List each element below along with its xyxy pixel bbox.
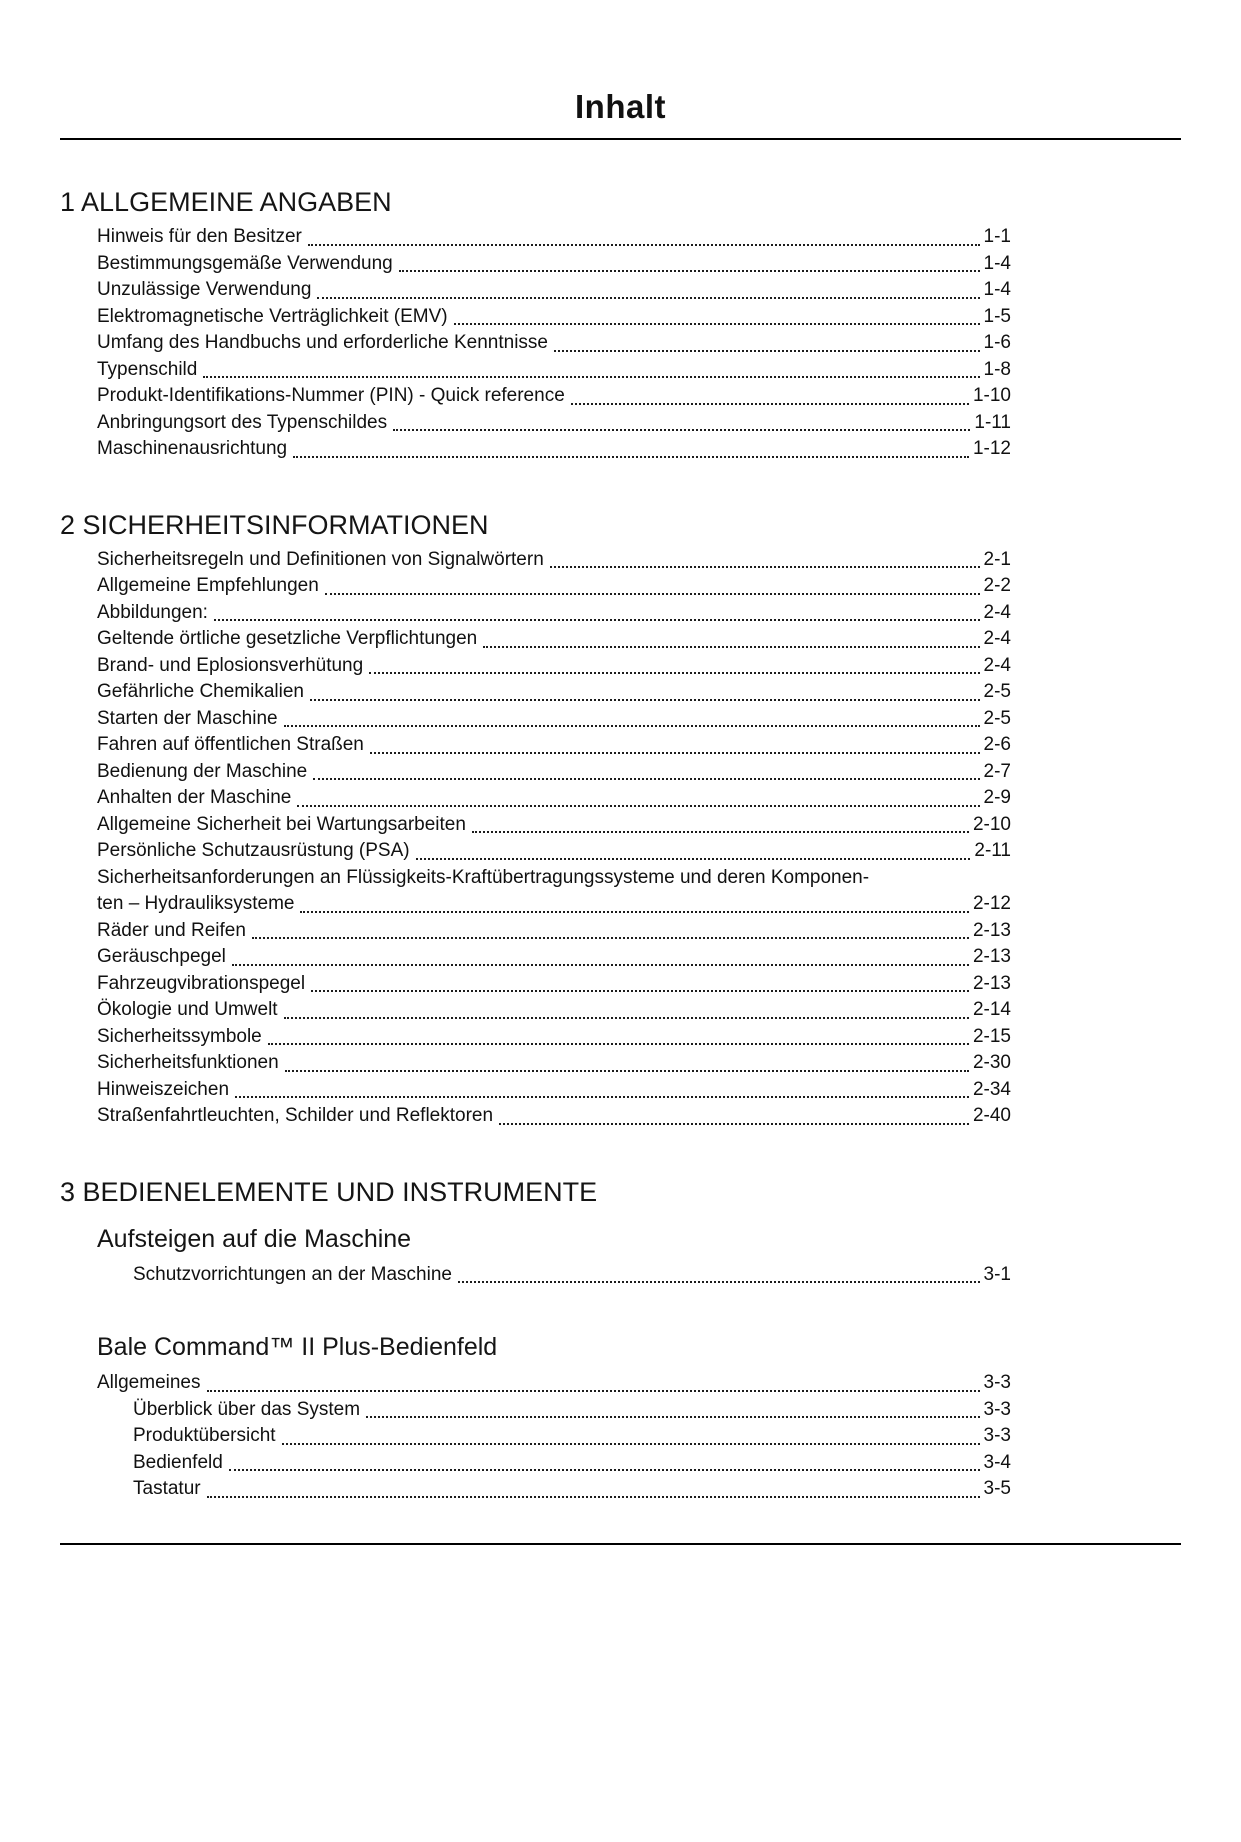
dot-leader [483,646,979,648]
toc-entry-page: 3-4 [983,1451,1011,1473]
toc-entry [97,436,1011,463]
toc-entry [97,383,1011,410]
dot-leader [284,725,980,727]
dot-leader [454,323,980,325]
dot-leader [325,593,980,595]
dot-leader [207,1496,980,1498]
dot-leader [297,805,979,807]
toc-entry [97,918,1011,945]
toc-entry-label: Maschinenausrichtung [97,438,288,459]
toc-entry-page: 1-1 [983,226,1011,247]
dot-leader [317,297,979,299]
dot-leader [393,429,970,431]
toc-entry-page: 2-5 [983,681,1011,702]
section-heading: 1 ALLGEMEINE ANGABEN [60,187,392,217]
dot-leader [252,937,969,939]
dot-leader [268,1043,969,1045]
dot-leader [554,350,980,352]
toc-entry-label: Geltende örtliche gesetzliche Verpflichtungen [97,628,478,649]
toc-entry-page: 2-14 [972,999,1011,1020]
toc-entry-page: 2-7 [983,760,1011,782]
toc-entry [97,812,1011,839]
toc-entry-label: Elektromagnetische Verträglichkeit (EMV) [97,305,448,327]
subsection-title: Bale Command™ II Plus-Bedienfeld [97,1333,498,1361]
toc-entry-page: 3-5 [983,1478,1011,1499]
toc-entry-label: Bedienfeld [133,1451,223,1473]
dot-leader [308,244,980,246]
toc-entry-label: Brand- und Eplosionsverhütung [97,654,364,676]
toc-entry-page: 1-8 [983,358,1011,380]
toc-entry-label: Hinweiszeichen [97,1078,230,1100]
toc-entry-page: 2-11 [974,840,1011,861]
toc-entry-page: 2-9 [983,787,1011,808]
toc-entry-page: 2-1 [983,548,1011,570]
toc-entry-label: Allgemeine Sicherheit bei Wartungsarbeiten [97,813,466,835]
toc-entry-label: Allgemeines [97,1372,201,1393]
toc-body [60,186,1181,1503]
toc-entry [133,1423,1011,1450]
toc-entry-label: Räder und Reifen [97,919,246,941]
dot-leader [313,778,979,780]
dot-leader [311,990,969,992]
toc-entry-page: 1-11 [974,411,1011,433]
toc-entry-label: Produktübersicht [133,1425,276,1446]
toc-section [60,1176,1011,1503]
dot-leader [293,456,969,458]
toc-entry-label: Fahrzeugvibrationspegel [97,972,306,994]
dot-leader [207,1390,980,1392]
dot-leader [571,403,969,405]
toc-entry-page: 2-12 [972,893,1011,914]
toc-entry-label: Bestimmungsgemäße Verwendung [97,252,393,274]
toc-entry-page: 1-10 [972,385,1011,406]
toc-entry [97,600,1011,627]
dot-leader [232,964,969,966]
toc-section [60,509,1011,1130]
footer-rule [60,1543,1181,1545]
toc-entry [97,732,1011,759]
toc-entry-label: Fahren auf öffentlichen Straßen [97,734,364,755]
dot-leader [369,672,979,674]
toc-entry-page: 2-4 [983,601,1011,623]
toc-entry [97,997,1011,1024]
toc-entry-label: Anhalten der Maschine [97,787,292,808]
toc-entry-page: 3-3 [983,1372,1011,1393]
toc-entry-label: Straßenfahrtleuchten, Schilder und Reflektoren [97,1105,494,1126]
dot-leader [399,270,980,272]
toc-entry-label: Typenschild [97,358,198,380]
subsection-title: Aufsteigen auf die Maschine [97,1224,412,1253]
toc-entry-page: 2-13 [972,972,1011,994]
toc-entry-page: 3-3 [983,1398,1011,1420]
toc-section [60,186,1011,463]
toc-entry-page: 2-4 [983,654,1011,676]
dot-leader [499,1123,969,1125]
toc-entry-page: 3-1 [983,1263,1011,1285]
toc-entry [97,785,1011,812]
dot-leader [458,1281,980,1283]
toc-entry-label: Überblick über das System [133,1398,361,1420]
toc-entry-page: 2-15 [972,1025,1011,1047]
toc-entry-label: Abbildungen: [97,601,208,623]
toc-entry-page: 1-4 [983,279,1011,300]
toc-entry-label: Schutzvorrichtungen an der Maschine [133,1263,452,1285]
toc-entry [97,547,1011,574]
dot-leader [285,1070,969,1072]
toc-entry [97,1370,1011,1397]
toc-entry-label: Produkt-Identifikations-Nummer (PIN) - Quick reference [97,385,565,406]
toc-entry-page: 2-2 [983,575,1011,596]
toc-entry-page: 2-30 [972,1052,1011,1073]
toc-entry-label: Bedienung der Maschine [97,760,308,782]
toc-entry-label: Hinweis für den Besitzer [97,226,302,247]
toc-entry [97,944,1011,971]
toc-entry-page: 2-34 [972,1078,1011,1100]
toc-entry-label: Anbringungsort des Typenschildes [97,411,388,433]
toc-entry-label: Starten der Maschine [97,707,278,729]
toc-entry [133,1476,1011,1503]
toc-entry-page: 2-13 [972,946,1011,967]
toc-entry [97,410,1011,437]
dot-leader [370,752,980,754]
toc-entry [97,277,1011,304]
dot-leader [229,1469,980,1471]
toc-entry [97,759,1011,786]
dot-leader [550,566,980,568]
toc-entry-wrap-line: Sicherheitsanforderungen an Flüssigkeits-Kraftübertragungssysteme und deren Komponen- [97,866,870,888]
toc-entry [97,653,1011,680]
toc-entry-label: Geräuschpegel [97,946,226,967]
toc-entry [133,1397,1011,1424]
toc-entry-label: Persönliche Schutzausrüstung (PSA) [97,840,410,861]
toc-entry [97,706,1011,733]
toc-entry-page: 2-4 [983,628,1011,649]
dot-leader [282,1443,980,1445]
toc-entry [97,357,1011,384]
toc-entry [97,1077,1011,1104]
dot-leader [416,858,971,860]
toc-entry-page: 2-6 [983,734,1011,755]
page-title: Inhalt [575,88,666,125]
toc-entry-page: 1-5 [983,305,1011,327]
toc-entry-label: ten – Hydrauliksysteme [97,893,295,914]
toc-entry-page: 1-4 [983,252,1011,274]
toc-entry [133,1450,1011,1477]
toc-entry [97,304,1011,331]
toc-entry-label: Sicherheitsregeln und Definitionen von Signalwörtern [97,548,544,570]
toc-entry [97,1103,1011,1130]
toc-entry-label: Sicherheitsfunktionen [97,1052,279,1073]
title-rule [60,138,1181,140]
toc-entry-page: 2-5 [983,707,1011,729]
toc-entry [97,891,1011,918]
toc-entry-label: Tastatur [133,1478,201,1499]
toc-entry-page: 1-6 [983,332,1011,353]
toc-entry [97,1024,1011,1051]
toc-entry-label: Gefährliche Chemikalien [97,681,304,702]
toc-entry [97,224,1011,251]
section-heading: 2 SICHERHEITSINFORMATIONEN [60,509,489,540]
toc-page [0,88,1241,1842]
toc-entry-label: Allgemeine Empfehlungen [97,575,319,596]
toc-entry-page: 2-13 [972,919,1011,941]
toc-entry-page: 2-40 [972,1105,1011,1126]
dot-leader [472,831,969,833]
dot-leader [203,376,979,378]
toc-entry [97,838,1011,865]
section-heading: 3 BEDIENELEMENTE UND INSTRUMENTE [60,1176,598,1207]
dot-leader [310,699,980,701]
toc-entry [97,330,1011,357]
toc-entry [97,679,1011,706]
toc-entry-page: 1-12 [972,438,1011,459]
toc-entry [97,971,1011,998]
toc-entry-label: Sicherheitssymbole [97,1025,262,1047]
toc-entry-label: Umfang des Handbuchs und erforderliche Kenntnisse [97,332,548,353]
dot-leader [235,1096,969,1098]
toc-entry-label: Ökologie und Umwelt [97,999,278,1020]
toc-entry [97,573,1011,600]
toc-entry [97,1050,1011,1077]
toc-entry-page: 2-10 [972,813,1011,835]
dot-leader [214,619,980,621]
toc-entry-page: 3-3 [983,1425,1011,1446]
dot-leader [366,1416,979,1418]
toc-entry [97,626,1011,653]
toc-entry-label: Unzulässige Verwendung [97,279,312,300]
toc-entry [97,251,1011,278]
dot-leader [284,1017,969,1019]
toc-entry [133,1262,1011,1289]
dot-leader [300,911,969,913]
